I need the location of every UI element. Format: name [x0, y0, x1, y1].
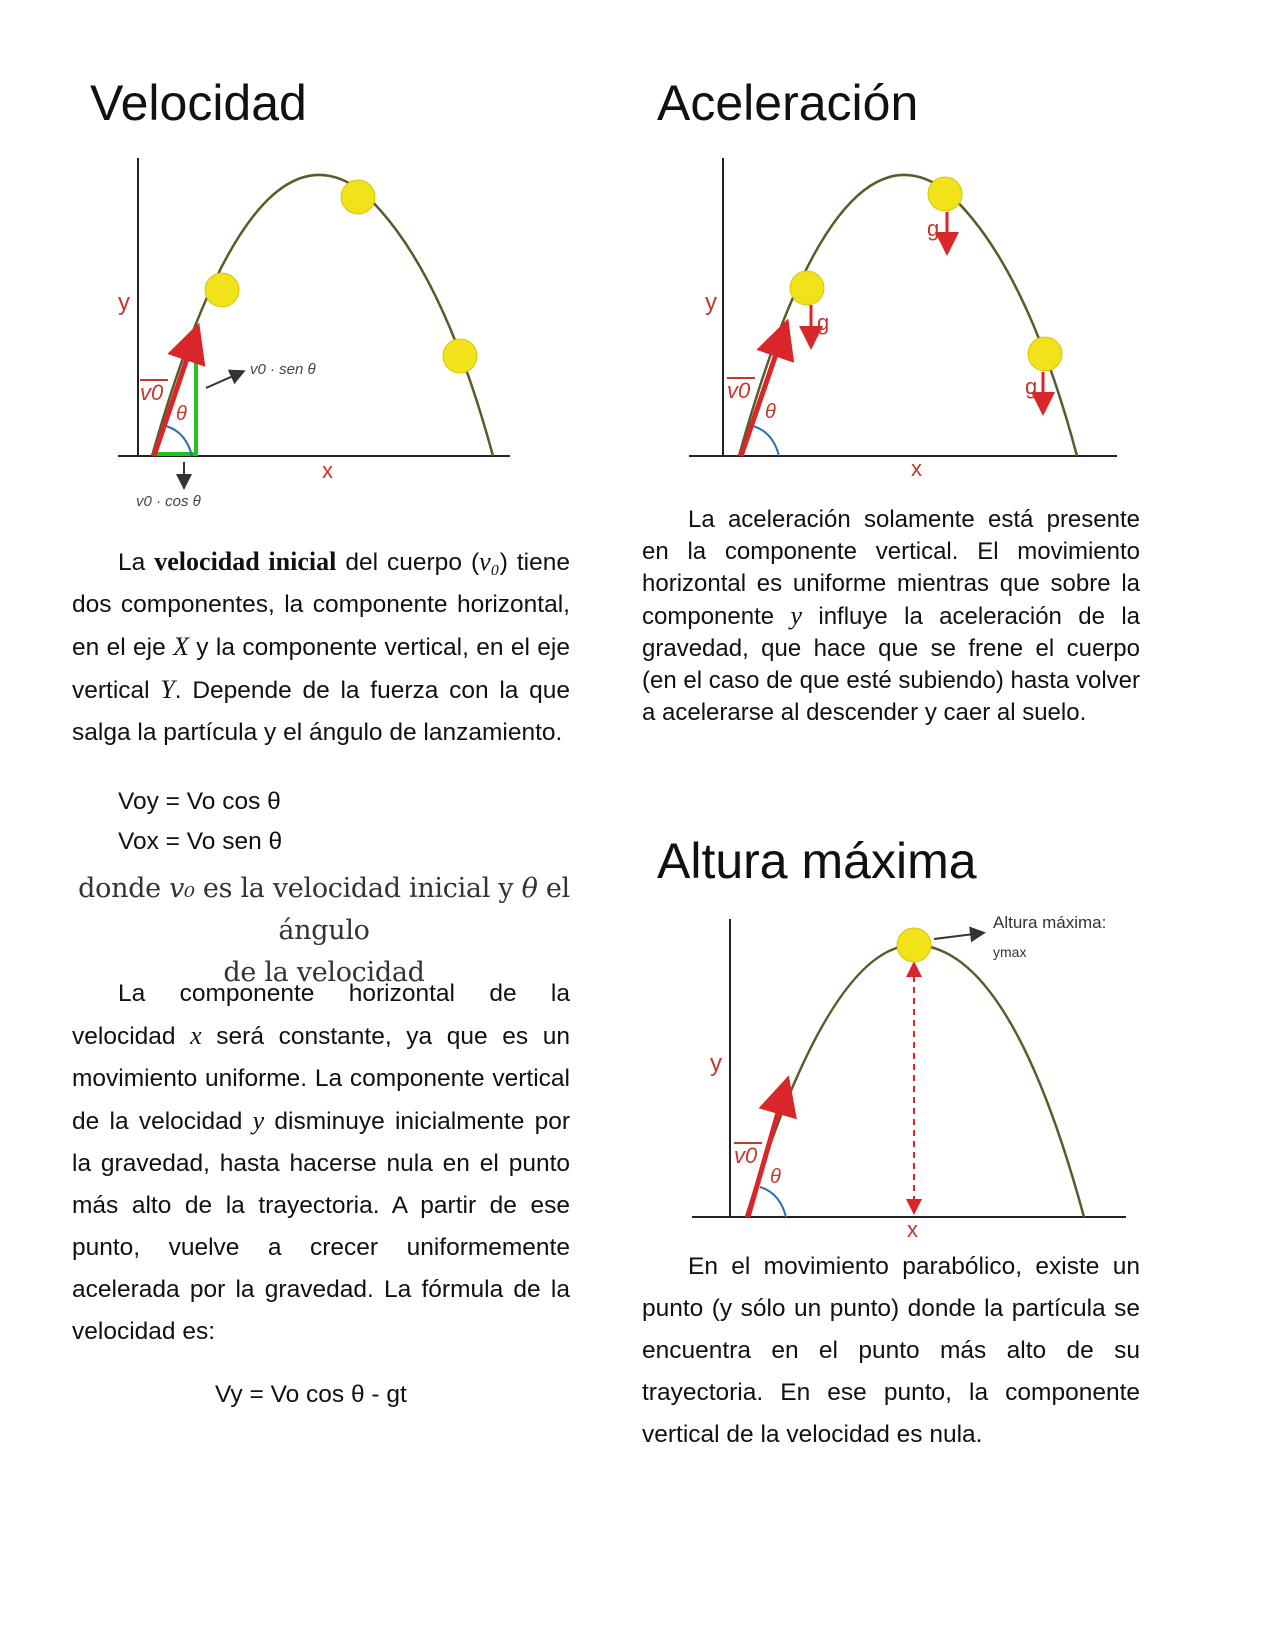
formula-vy: Vy = Vo cos θ - gt	[215, 1381, 407, 1408]
x-label: x	[911, 456, 922, 480]
max-height-diagram	[690, 905, 1140, 1245]
cos-label: v0 · cos θ	[136, 493, 201, 510]
velocity-note: donde v₀ es la velocidad inicial y θ el ángulo de la velocidad	[78, 873, 570, 988]
y-label: y	[710, 1050, 722, 1077]
trajectory-curve	[152, 175, 493, 456]
ball	[1028, 337, 1062, 371]
g-label: g	[1025, 374, 1038, 399]
velocidad-title: Velocidad	[90, 75, 307, 131]
sen-arrow	[206, 372, 242, 388]
velocity-diagram	[110, 150, 540, 520]
angle-arc	[760, 1187, 786, 1217]
aceleracion-paragraph: La aceleración solamente está presente en la componente vertical. El movimiento horizontal es uniforme mientras que sobre la componente y influye la aceleración de la gravedad, que hace que se frene el cuerpo (en el caso de que esté subiendo) hasta volver a acelerarse al descender y caer al suelo.	[642, 506, 1141, 726]
angle-arc	[753, 426, 779, 456]
formula-voy: Voy = Vo cos θ	[118, 788, 281, 815]
x-label: x	[907, 1217, 918, 1242]
g-label: g	[817, 310, 830, 335]
velocidad-component-paragraph: La componente horizontal de la velocidad x será constante, ya que es un movimiento uniforme. La componente vertical de la velocidad y disminuye inicialmente por la gravedad, hasta hacerse nula en el punto más alto de la trayectoria. A partir de ese punto, vuelve a crecer uniformemente acelerada por la gravedad. La fórmula de la velocidad es:	[72, 980, 570, 1345]
ball	[205, 273, 239, 307]
trajectory-curve	[739, 175, 1077, 456]
theta-label: θ	[765, 401, 776, 423]
ball	[897, 928, 931, 962]
v0-label: v0	[140, 380, 164, 405]
v0-label: v0	[727, 378, 751, 403]
x-label: x	[322, 458, 333, 483]
aceleracion-title: Aceleración	[657, 75, 919, 131]
ball	[443, 339, 477, 373]
sen-label: v0 · sen θ	[250, 361, 316, 378]
y-label: y	[705, 289, 717, 316]
acceleration-diagram	[685, 150, 1125, 480]
ymax-label: ymax	[993, 944, 1027, 960]
theta-label: θ	[770, 1166, 781, 1188]
ball	[341, 180, 375, 214]
g-label: g	[927, 216, 940, 241]
altura-paragraph: En el movimiento parabólico, existe un punto (y sólo un punto) donde la partícula se encuentra en el punto más alto de su trayectoria. En ese punto, la componente vertical de la velocidad es nula.	[642, 1253, 1140, 1448]
ball	[790, 271, 824, 305]
ymax-arrow	[934, 933, 982, 939]
theta-label: θ	[176, 403, 187, 425]
v0-label: v0	[734, 1143, 758, 1168]
altura-maxima-title: Altura máxima	[657, 833, 977, 889]
formula-vox: Vox = Vo sen θ	[118, 828, 283, 855]
y-label: y	[118, 289, 130, 316]
altura-label: Altura máxima:	[993, 913, 1107, 932]
velocidad-intro-paragraph: La velocidad inicial del cuerpo (v₀) tiene dos componentes, la componente horizontal, en el eje X y la componente vertical, en el eje vertical Y. Depende de la fuerza con la que salga la partícula y el ángulo de lanzamiento.	[72, 547, 570, 746]
angle-arc	[166, 426, 192, 456]
ball	[928, 177, 962, 211]
